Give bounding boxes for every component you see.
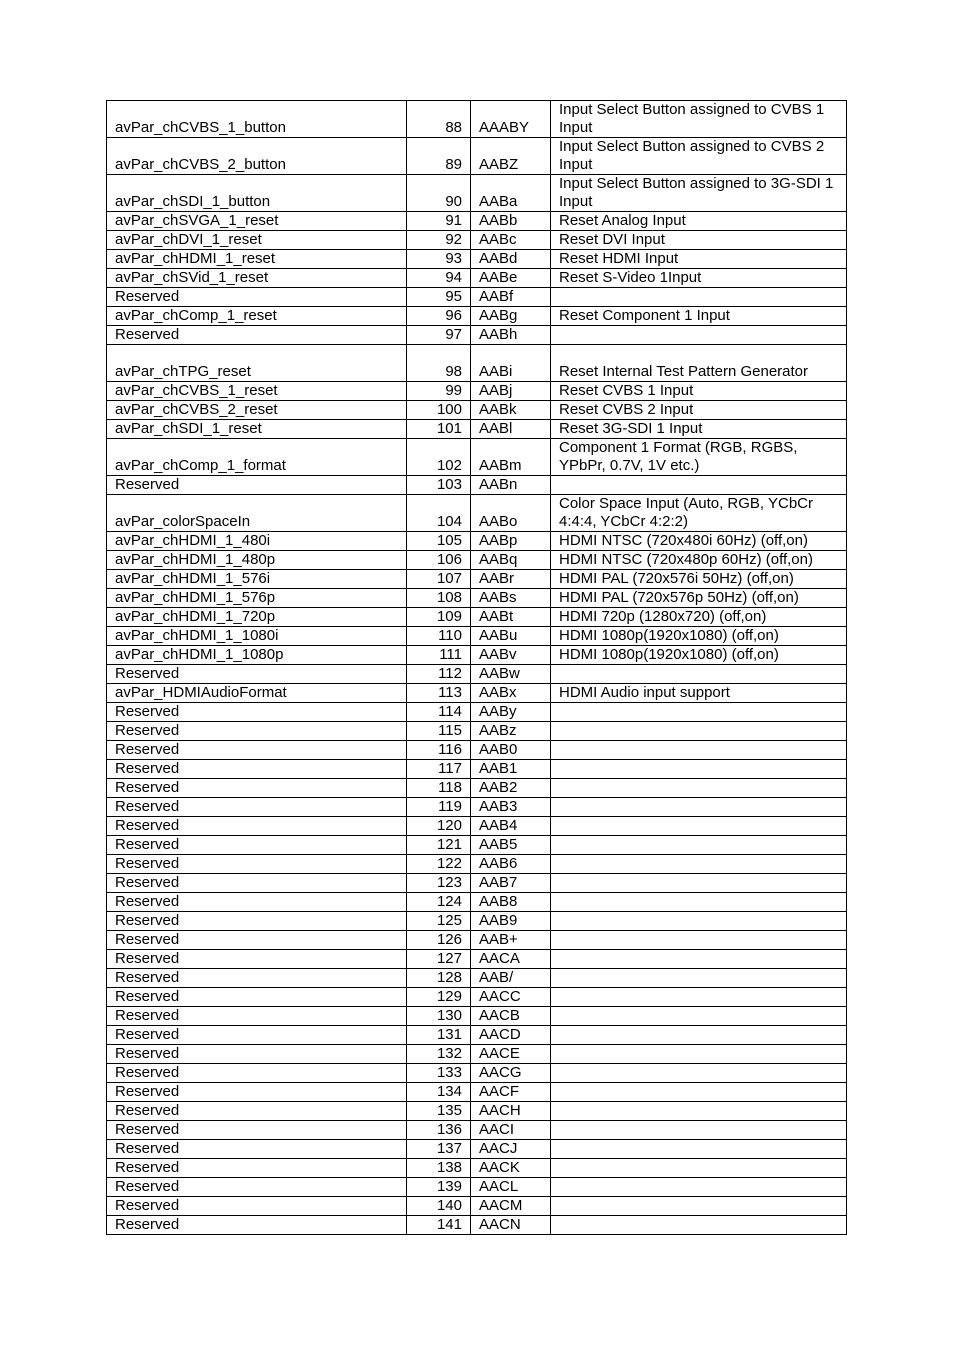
parameter-description-cell: Input Select Button assigned to CVBS 1 Input (551, 101, 847, 138)
parameter-code-cell: AABz (471, 722, 551, 741)
parameter-code-cell: AABw (471, 665, 551, 684)
parameter-description-cell: HDMI NTSC (720x480i 60Hz) (off,on) (551, 532, 847, 551)
table-row (107, 950, 847, 969)
parameter-code-cell: AACN (471, 1216, 551, 1235)
parameter-code-cell: AABm (471, 439, 551, 476)
parameter-description-cell: Input Select Button assigned to CVBS 2 Input (551, 138, 847, 175)
parameter-name-cell: Reserved (107, 855, 407, 874)
parameter-description-cell: Reset CVBS 1 Input (551, 382, 847, 401)
parameter-code-cell: AABg (471, 307, 551, 326)
parameter-description-cell (551, 950, 847, 969)
parameter-name-cell: Reserved (107, 779, 407, 798)
parameter-name-cell: Reserved (107, 703, 407, 722)
parameter-description-cell: Reset 3G-SDI 1 Input (551, 420, 847, 439)
parameter-code-cell: AABZ (471, 138, 551, 175)
parameter-name-cell: avPar_chSDI_1_reset (107, 420, 407, 439)
table-row (107, 893, 847, 912)
parameter-description-cell: HDMI 1080p(1920x1080) (off,on) (551, 627, 847, 646)
parameter-name-cell: Reserved (107, 798, 407, 817)
table-row (107, 1083, 847, 1102)
parameter-name-cell: Reserved (107, 1197, 407, 1216)
parameter-index-cell: 95 (407, 288, 471, 307)
parameter-code-cell: AABr (471, 570, 551, 589)
table-row (107, 760, 847, 779)
parameter-name-cell: Reserved (107, 288, 407, 307)
parameter-description-cell: HDMI Audio input support (551, 684, 847, 703)
parameter-index-cell: 100 (407, 401, 471, 420)
parameter-description-cell (551, 1083, 847, 1102)
parameter-name-cell: Reserved (107, 1178, 407, 1197)
parameter-description-cell (551, 988, 847, 1007)
table-row (107, 476, 847, 495)
parameter-table-body (107, 101, 847, 1235)
parameter-code-cell: AABj (471, 382, 551, 401)
table-row (107, 326, 847, 345)
table-row (107, 420, 847, 439)
parameter-name-cell: Reserved (107, 1140, 407, 1159)
parameter-index-cell: 101 (407, 420, 471, 439)
parameter-index-cell: 116 (407, 741, 471, 760)
parameter-code-cell: AABd (471, 250, 551, 269)
parameter-index-cell: 89 (407, 138, 471, 175)
table-row (107, 551, 847, 570)
parameter-index-cell: 102 (407, 439, 471, 476)
parameter-index-cell: 140 (407, 1197, 471, 1216)
parameter-name-cell: avPar_chHDMI_1_576p (107, 589, 407, 608)
parameter-code-cell: AACM (471, 1197, 551, 1216)
parameter-name-cell: Reserved (107, 969, 407, 988)
parameter-index-cell: 120 (407, 817, 471, 836)
table-row (107, 532, 847, 551)
parameter-code-cell: AAB3 (471, 798, 551, 817)
parameter-index-cell: 124 (407, 893, 471, 912)
parameter-description-cell: Reset HDMI Input (551, 250, 847, 269)
parameter-code-cell: AAB0 (471, 741, 551, 760)
parameter-index-cell: 99 (407, 382, 471, 401)
parameter-name-cell: avPar_chHDMI_1_1080p (107, 646, 407, 665)
table-row (107, 1178, 847, 1197)
table-row (107, 495, 847, 532)
parameter-description-cell (551, 665, 847, 684)
parameter-code-cell: AACB (471, 1007, 551, 1026)
parameter-description-cell (551, 817, 847, 836)
parameter-index-cell: 118 (407, 779, 471, 798)
parameter-description-cell: Reset Internal Test Pattern Generator (551, 345, 847, 382)
parameter-index-cell: 93 (407, 250, 471, 269)
parameter-index-cell: 105 (407, 532, 471, 551)
parameter-index-cell: 128 (407, 969, 471, 988)
parameter-name-cell: Reserved (107, 1159, 407, 1178)
parameter-code-cell: AACE (471, 1045, 551, 1064)
parameter-index-cell: 112 (407, 665, 471, 684)
table-row (107, 101, 847, 138)
parameter-index-cell: 111 (407, 646, 471, 665)
table-row (107, 401, 847, 420)
parameter-code-cell: AABi (471, 345, 551, 382)
table-row (107, 1197, 847, 1216)
parameter-index-cell: 135 (407, 1102, 471, 1121)
parameter-name-cell: Reserved (107, 1083, 407, 1102)
table-row (107, 1140, 847, 1159)
table-row (107, 439, 847, 476)
parameter-code-cell: AACK (471, 1159, 551, 1178)
parameter-code-cell: AABk (471, 401, 551, 420)
table-row (107, 212, 847, 231)
parameter-description-cell (551, 288, 847, 307)
parameter-name-cell: Reserved (107, 760, 407, 779)
parameter-index-cell: 121 (407, 836, 471, 855)
parameter-name-cell: avPar_chHDMI_1_480p (107, 551, 407, 570)
parameter-table (106, 100, 847, 1235)
parameter-name-cell: avPar_colorSpaceIn (107, 495, 407, 532)
table-row (107, 1159, 847, 1178)
parameter-code-cell: AABa (471, 175, 551, 212)
parameter-index-cell: 94 (407, 269, 471, 288)
parameter-description-cell: Color Space Input (Auto, RGB, YCbCr 4:4:4, YCbCr 4:2:2) (551, 495, 847, 532)
parameter-index-cell: 132 (407, 1045, 471, 1064)
table-row (107, 703, 847, 722)
table-row (107, 1026, 847, 1045)
parameter-name-cell: Reserved (107, 665, 407, 684)
parameter-description-cell (551, 1026, 847, 1045)
parameter-index-cell: 139 (407, 1178, 471, 1197)
parameter-description-cell (551, 912, 847, 931)
table-row (107, 570, 847, 589)
parameter-index-cell: 125 (407, 912, 471, 931)
parameter-description-cell (551, 1140, 847, 1159)
parameter-index-cell: 114 (407, 703, 471, 722)
parameter-index-cell: 115 (407, 722, 471, 741)
parameter-name-cell: Reserved (107, 741, 407, 760)
parameter-name-cell: Reserved (107, 931, 407, 950)
parameter-description-cell: HDMI 720p (1280x720) (off,on) (551, 608, 847, 627)
parameter-index-cell: 103 (407, 476, 471, 495)
parameter-name-cell: avPar_chCVBS_1_button (107, 101, 407, 138)
parameter-description-cell (551, 874, 847, 893)
parameter-index-cell: 131 (407, 1026, 471, 1045)
parameter-index-cell: 133 (407, 1064, 471, 1083)
parameter-index-cell: 134 (407, 1083, 471, 1102)
parameter-description-cell (551, 1159, 847, 1178)
parameter-name-cell: avPar_chCVBS_2_reset (107, 401, 407, 420)
parameter-index-cell: 138 (407, 1159, 471, 1178)
table-row (107, 817, 847, 836)
parameter-name-cell: avPar_chHDMI_1_reset (107, 250, 407, 269)
parameter-index-cell: 91 (407, 212, 471, 231)
table-row (107, 836, 847, 855)
parameter-code-cell: AAB/ (471, 969, 551, 988)
parameter-description-cell (551, 798, 847, 817)
parameter-name-cell: Reserved (107, 476, 407, 495)
parameter-index-cell: 97 (407, 326, 471, 345)
parameter-code-cell: AABt (471, 608, 551, 627)
parameter-description-cell (551, 326, 847, 345)
parameter-name-cell: Reserved (107, 326, 407, 345)
parameter-description-cell: HDMI PAL (720x576i 50Hz) (off,on) (551, 570, 847, 589)
parameter-code-cell: AAABY (471, 101, 551, 138)
parameter-description-cell (551, 931, 847, 950)
parameter-description-cell: Reset Component 1 Input (551, 307, 847, 326)
parameter-index-cell: 113 (407, 684, 471, 703)
parameter-code-cell: AABs (471, 589, 551, 608)
parameter-index-cell: 141 (407, 1216, 471, 1235)
table-row (107, 627, 847, 646)
parameter-code-cell: AAB9 (471, 912, 551, 931)
parameter-description-cell (551, 703, 847, 722)
parameter-index-cell: 123 (407, 874, 471, 893)
parameter-description-cell: HDMI PAL (720x576p 50Hz) (off,on) (551, 589, 847, 608)
parameter-name-cell: avPar_chCVBS_2_button (107, 138, 407, 175)
parameter-description-cell (551, 969, 847, 988)
parameter-description-cell: Reset CVBS 2 Input (551, 401, 847, 420)
parameter-index-cell: 129 (407, 988, 471, 1007)
parameter-code-cell: AACL (471, 1178, 551, 1197)
parameter-code-cell: AAB8 (471, 893, 551, 912)
parameter-index-cell: 96 (407, 307, 471, 326)
parameter-index-cell: 130 (407, 1007, 471, 1026)
parameter-description-cell (551, 1064, 847, 1083)
parameter-description-cell (551, 1216, 847, 1235)
parameter-name-cell: avPar_chCVBS_1_reset (107, 382, 407, 401)
table-row (107, 912, 847, 931)
parameter-name-cell: Reserved (107, 874, 407, 893)
parameter-index-cell: 127 (407, 950, 471, 969)
parameter-index-cell: 117 (407, 760, 471, 779)
parameter-code-cell: AACF (471, 1083, 551, 1102)
parameter-name-cell: Reserved (107, 1216, 407, 1235)
parameter-code-cell: AACI (471, 1121, 551, 1140)
table-row (107, 138, 847, 175)
table-row (107, 345, 847, 382)
table-row (107, 288, 847, 307)
parameter-code-cell: AABx (471, 684, 551, 703)
table-row (107, 874, 847, 893)
parameter-description-cell: Component 1 Format (RGB, RGBS, YPbPr, 0.7V, 1V etc.) (551, 439, 847, 476)
parameter-index-cell: 98 (407, 345, 471, 382)
parameter-code-cell: AABb (471, 212, 551, 231)
parameter-index-cell: 106 (407, 551, 471, 570)
parameter-name-cell: Reserved (107, 1026, 407, 1045)
parameter-index-cell: 122 (407, 855, 471, 874)
table-row (107, 250, 847, 269)
parameter-name-cell: avPar_chHDMI_1_576i (107, 570, 407, 589)
parameter-name-cell: avPar_chHDMI_1_1080i (107, 627, 407, 646)
parameter-code-cell: AACH (471, 1102, 551, 1121)
table-row (107, 608, 847, 627)
table-row (107, 307, 847, 326)
table-row (107, 269, 847, 288)
parameter-description-cell (551, 741, 847, 760)
table-row (107, 988, 847, 1007)
parameter-index-cell: 119 (407, 798, 471, 817)
parameter-description-cell (551, 893, 847, 912)
parameter-description-cell (551, 1007, 847, 1026)
parameter-index-cell: 136 (407, 1121, 471, 1140)
parameter-description-cell (551, 779, 847, 798)
table-row (107, 931, 847, 950)
parameter-index-cell: 126 (407, 931, 471, 950)
parameter-name-cell: Reserved (107, 1121, 407, 1140)
parameter-description-cell (551, 1197, 847, 1216)
parameter-name-cell: avPar_chComp_1_reset (107, 307, 407, 326)
table-row (107, 646, 847, 665)
parameter-code-cell: AACJ (471, 1140, 551, 1159)
table-row (107, 722, 847, 741)
parameter-code-cell: AAB6 (471, 855, 551, 874)
parameter-description-cell (551, 1178, 847, 1197)
table-row (107, 1064, 847, 1083)
parameter-description-cell (551, 1045, 847, 1064)
parameter-index-cell: 109 (407, 608, 471, 627)
table-row (107, 741, 847, 760)
parameter-description-cell: Input Select Button assigned to 3G-SDI 1 Input (551, 175, 847, 212)
parameter-code-cell: AAB5 (471, 836, 551, 855)
parameter-description-cell: Reset Analog Input (551, 212, 847, 231)
parameter-description-cell: Reset DVI Input (551, 231, 847, 250)
parameter-code-cell: AABq (471, 551, 551, 570)
parameter-description-cell: HDMI NTSC (720x480p 60Hz) (off,on) (551, 551, 847, 570)
parameter-description-cell (551, 836, 847, 855)
parameter-name-cell: avPar_chDVI_1_reset (107, 231, 407, 250)
parameter-name-cell: Reserved (107, 722, 407, 741)
table-row (107, 1102, 847, 1121)
parameter-index-cell: 137 (407, 1140, 471, 1159)
parameter-name-cell: avPar_chTPG_reset (107, 345, 407, 382)
parameter-index-cell: 104 (407, 495, 471, 532)
parameter-code-cell: AABu (471, 627, 551, 646)
parameter-name-cell: Reserved (107, 988, 407, 1007)
parameter-code-cell: AAB1 (471, 760, 551, 779)
parameter-index-cell: 107 (407, 570, 471, 589)
parameter-name-cell: Reserved (107, 950, 407, 969)
parameter-code-cell: AABf (471, 288, 551, 307)
parameter-code-cell: AABy (471, 703, 551, 722)
parameter-code-cell: AABe (471, 269, 551, 288)
table-row (107, 779, 847, 798)
parameter-name-cell: Reserved (107, 1045, 407, 1064)
parameter-description-cell (551, 760, 847, 779)
table-row (107, 589, 847, 608)
parameter-description-cell: HDMI 1080p(1920x1080) (off,on) (551, 646, 847, 665)
table-row (107, 1216, 847, 1235)
table-row (107, 855, 847, 874)
parameter-description-cell (551, 476, 847, 495)
table-row (107, 684, 847, 703)
parameter-description-cell (551, 1121, 847, 1140)
parameter-code-cell: AAB4 (471, 817, 551, 836)
table-row (107, 1007, 847, 1026)
parameter-name-cell: Reserved (107, 817, 407, 836)
parameter-code-cell: AABh (471, 326, 551, 345)
parameter-index-cell: 90 (407, 175, 471, 212)
parameter-code-cell: AABn (471, 476, 551, 495)
parameter-name-cell: avPar_chHDMI_1_720p (107, 608, 407, 627)
table-row (107, 798, 847, 817)
parameter-code-cell: AACC (471, 988, 551, 1007)
parameter-code-cell: AABo (471, 495, 551, 532)
parameter-name-cell: avPar_chSDI_1_button (107, 175, 407, 212)
table-row (107, 1045, 847, 1064)
parameter-code-cell: AAB2 (471, 779, 551, 798)
parameter-name-cell: avPar_chComp_1_format (107, 439, 407, 476)
parameter-code-cell: AACG (471, 1064, 551, 1083)
parameter-name-cell: avPar_chSVid_1_reset (107, 269, 407, 288)
parameter-description-cell (551, 722, 847, 741)
parameter-name-cell: avPar_HDMIAudioFormat (107, 684, 407, 703)
parameter-name-cell: avPar_chHDMI_1_480i (107, 532, 407, 551)
parameter-name-cell: Reserved (107, 912, 407, 931)
parameter-code-cell: AABp (471, 532, 551, 551)
parameter-name-cell: Reserved (107, 1007, 407, 1026)
parameter-name-cell: Reserved (107, 1064, 407, 1083)
parameter-code-cell: AACA (471, 950, 551, 969)
parameter-index-cell: 88 (407, 101, 471, 138)
parameter-code-cell: AAB+ (471, 931, 551, 950)
parameter-name-cell: avPar_chSVGA_1_reset (107, 212, 407, 231)
parameter-code-cell: AABv (471, 646, 551, 665)
parameter-description-cell (551, 855, 847, 874)
parameter-index-cell: 108 (407, 589, 471, 608)
parameter-name-cell: Reserved (107, 893, 407, 912)
parameter-name-cell: Reserved (107, 1102, 407, 1121)
table-row (107, 969, 847, 988)
table-row (107, 382, 847, 401)
parameter-code-cell: AABl (471, 420, 551, 439)
parameter-description-cell: Reset S-Video 1Input (551, 269, 847, 288)
parameter-code-cell: AAB7 (471, 874, 551, 893)
table-row (107, 665, 847, 684)
parameter-description-cell (551, 1102, 847, 1121)
parameter-index-cell: 92 (407, 231, 471, 250)
parameter-code-cell: AACD (471, 1026, 551, 1045)
table-row (107, 231, 847, 250)
parameter-code-cell: AABc (471, 231, 551, 250)
table-row (107, 175, 847, 212)
parameter-index-cell: 110 (407, 627, 471, 646)
parameter-name-cell: Reserved (107, 836, 407, 855)
table-row (107, 1121, 847, 1140)
